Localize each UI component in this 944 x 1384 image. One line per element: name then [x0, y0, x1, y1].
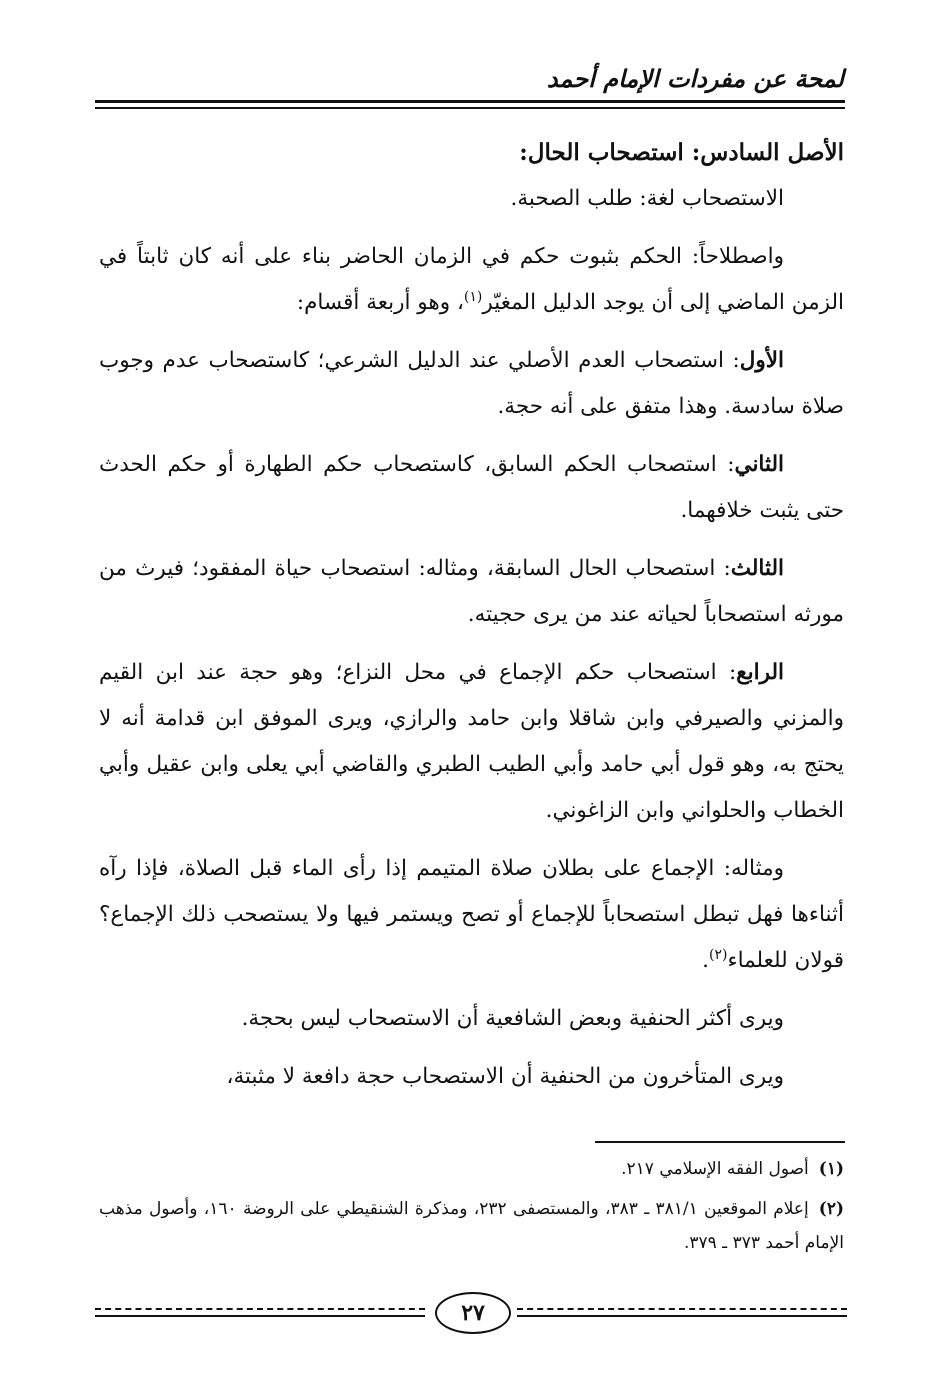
paragraph-term: الأول — [739, 348, 784, 373]
paragraph-later-hanafi-view: ويرى المتأخرون من الحنفية أن الاستصحاب حجة دافعة لا مثبتة، — [226, 1064, 784, 1089]
footnote-separator — [595, 1141, 845, 1143]
header-rule-thin — [95, 107, 845, 109]
footnote-number: (١) — [818, 1159, 844, 1179]
paragraph-text: : استصحاب حكم الإجماع في محل النزاع؛ وهو حجة عند ابن القيم والمزني والصيرفي وابن شاقلا وابن حامد والرازي، ويرى الموفق ابن قدامة أنه لا يحتج به، وهو قول أبي حامد وأبي الطيب الطبري والقاضي أبي يعلى وابن عقيل وأبي الخطاب والحلواني وابن الزاغوني. — [99, 660, 844, 823]
paragraph-fourth-type — [99, 650, 844, 834]
paragraph-hanafi-view: ويرى أكثر الحنفية وبعض الشافعية أن الاستصحاب ليس بحجة. — [241, 1006, 784, 1031]
body-text — [99, 130, 844, 1112]
section-heading: الأصل السادس: استصحاب الحال: — [519, 139, 844, 166]
footnote-ref-1: (١) — [463, 288, 483, 305]
paragraph-text: : استصحاب الحال السابقة، ومثاله: استصحاب حياة المفقود؛ فيرث من مورثه استصحاباً لحياته عند من يرى حجيته. — [99, 556, 844, 627]
running-header: لمحة عن مفردات الإمام أحمد — [546, 64, 844, 93]
paragraph-text: ومثاله: الإجماع على بطلان صلاة المتيمم إذا رأى الماء قبل الصلاة، فإذا رآه أثناءها فهل تبطل استصحاباً للإجماع أو تصح ويستمر فيها ولا يستصحب ذلك الإجماع؟ قولان للعلماء — [99, 856, 844, 973]
footnote-text: أصول الفقه الإسلامي ٢١٧. — [621, 1159, 809, 1179]
paragraph-text: . — [702, 948, 709, 973]
footnote-1 — [99, 1152, 844, 1186]
footnote-2 — [99, 1192, 844, 1260]
paragraph-definition-technical — [99, 234, 844, 326]
paragraph-first-type — [99, 338, 844, 430]
paragraph-text: : استصحاب العدم الأصلي عند الدليل الشرعي؛ كاستصحاب عدم وجوب صلاة سادسة. وهذا متفق على أنه حجة. — [99, 348, 844, 419]
paragraph-term: الرابع — [736, 660, 784, 685]
paragraph-text: واصطلاحاً: الحكم بثبوت حكم في الزمان الحاضر بناء على أنه كان ثابتاً في الزمن الماضي إلى أن يوجد الدليل المغيّر — [99, 244, 844, 315]
header-rule-thick — [95, 100, 845, 103]
page-footer — [95, 1290, 847, 1334]
page-number: ٢٧ — [435, 1292, 511, 1334]
paragraph-second-type — [99, 442, 844, 534]
footnote-text: إعلام الموقعين ٣٨١/١ ـ ٣٨٣، والمستصفى ٢٣٢، ومذكرة الشنقيطي على الروضة ١٦٠، وأصول مذهب الإمام أحمد ٣٧٣ ـ ٣٧٩. — [99, 1199, 844, 1253]
paragraph-term: الثاني — [734, 452, 784, 477]
paragraph-definition-linguistic: الاستصحاب لغة: طلب الصحبة. — [510, 186, 784, 211]
footnotes — [99, 1152, 844, 1266]
paragraph-term: الثالث — [730, 556, 784, 581]
footnote-ref-2: (٢) — [709, 946, 728, 963]
paragraph-text: ، وهو أربعة أقسام: — [296, 290, 464, 315]
paragraph-text: : استصحاب الحكم السابق، كاستصحاب حكم الطهارة أو حكم الحدث حتى يثبت خلافهما. — [99, 452, 844, 523]
footer-rule-right — [517, 1308, 847, 1317]
footer-rule-left — [95, 1308, 425, 1317]
footnote-number: (٢) — [818, 1199, 844, 1219]
paragraph-example — [99, 846, 844, 984]
paragraph-third-type — [99, 546, 844, 638]
